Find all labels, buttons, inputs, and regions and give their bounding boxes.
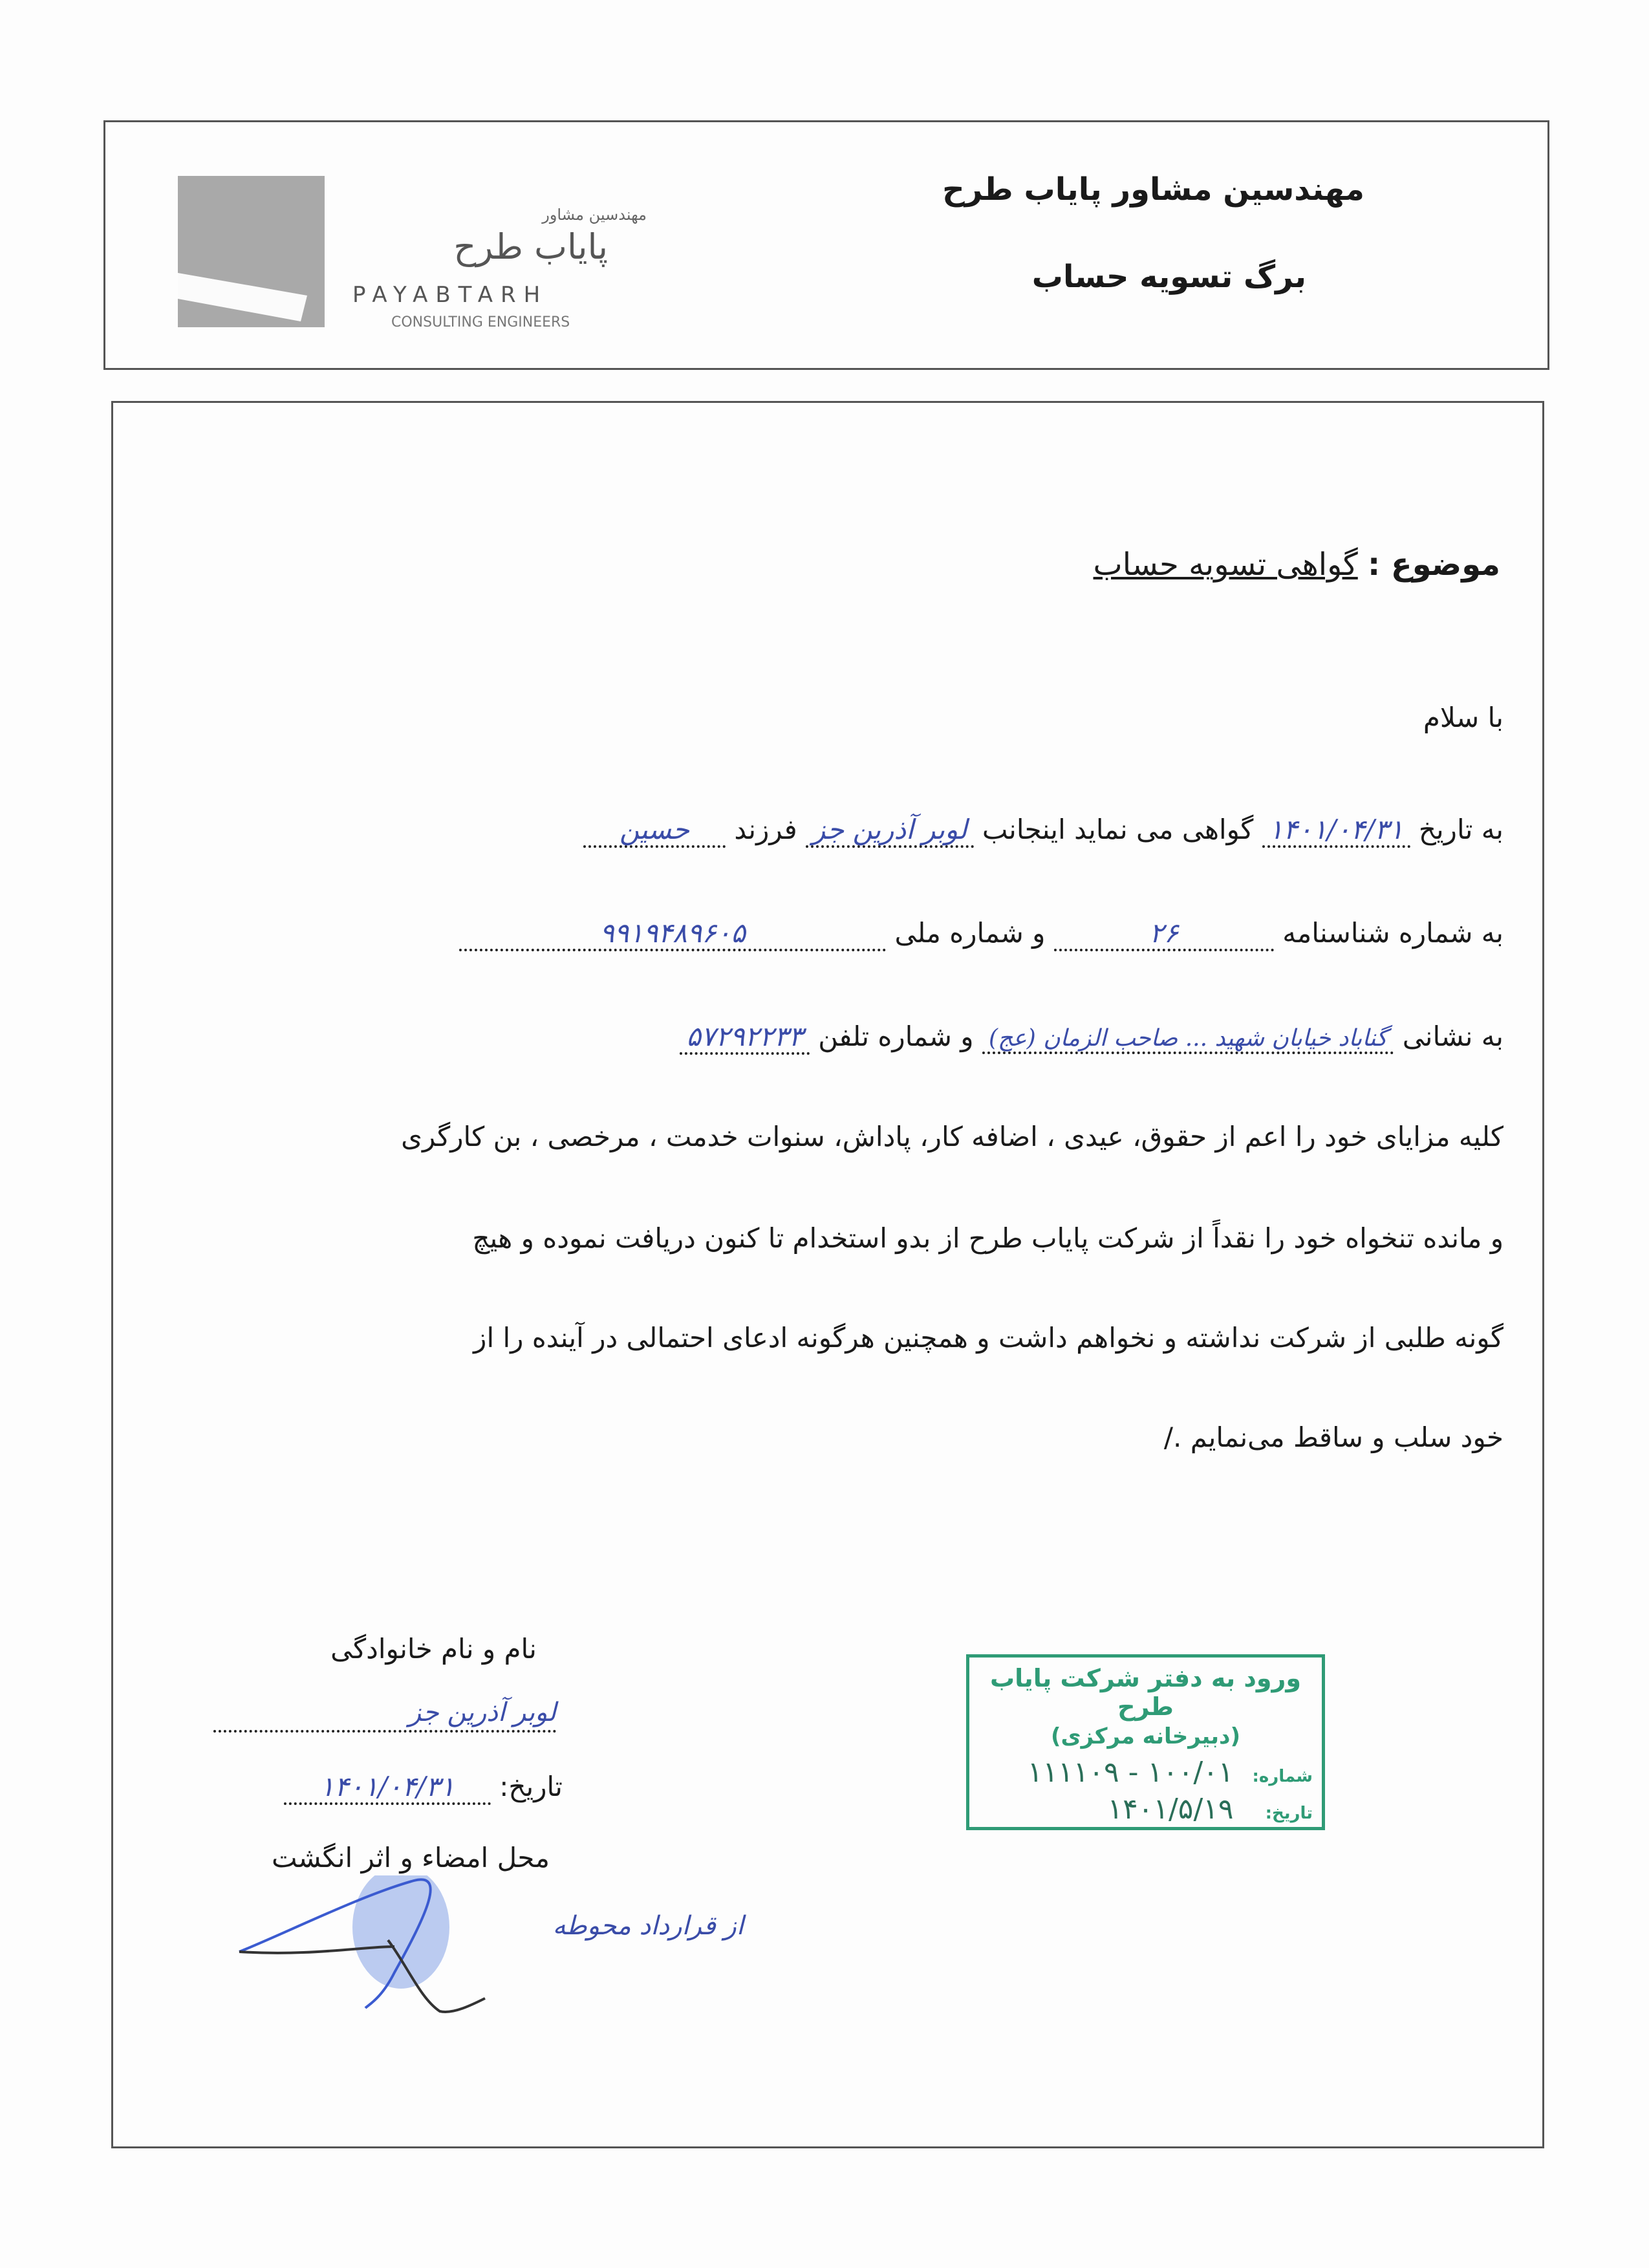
handwritten-name: لوبر آذرین جز <box>806 814 974 848</box>
logo-en-name: PAYABTARH <box>352 282 548 308</box>
handwritten-date: ۱۴۰۱/۰۴/۳۱ <box>1262 814 1410 848</box>
line-ids <box>459 917 1503 951</box>
paragraph-line: و مانده تنخواه خود را نقداً از شرکت پایاب طرح از بدو استخدام تا کنون دریافت نموده و هیچ <box>472 1222 1503 1254</box>
stamp-number-label: شماره: <box>1252 1767 1313 1786</box>
name-label: نام و نام خانوادگی <box>330 1633 537 1665</box>
label-certify: گواهی می نماید اینجانب <box>982 814 1254 845</box>
handwritten-father-name: حسین <box>583 814 726 848</box>
stamp-date-label: تاریخ: <box>1265 1804 1313 1823</box>
logo-fa-name: پایاب طرح <box>453 226 608 267</box>
handwritten-date-value: ۱۴۰۱/۰۴/۳۱ <box>284 1771 491 1805</box>
handwritten-name-value: لوبر آذرین جز <box>213 1698 556 1733</box>
label-child-of: فرزند <box>734 814 797 845</box>
handwritten-address: گناباد خیابان شهید ... صاحب الزمان (عج) <box>982 1025 1394 1054</box>
paragraph-line: خود سلب و ساقط می‌نمایم ./ <box>1163 1421 1503 1453</box>
stamp-subtitle: (دبیرخانه مرکزی) <box>1050 1723 1241 1749</box>
label-date: به تاریخ <box>1418 814 1503 845</box>
label-id-number: به شماره شناسنامه <box>1282 917 1503 949</box>
logo-en-sub: CONSULTING ENGINEERS <box>391 314 570 330</box>
date-label: تاریخ: <box>499 1771 563 1802</box>
signature-label: محل امضاء و اثر انگشت <box>271 1842 550 1874</box>
handwritten-id-number: ۲۶ <box>1054 917 1274 951</box>
stamp-number-value: ۱۰۰/۰۱ - ۱۱۱۱۰۹ <box>1027 1756 1234 1789</box>
paragraph-line: کلیه مزایای خود را اعم از حقوق، عیدی ، اضافه کار، پاداش، سنوات خدمت ، مرخصی ، بن کارگری <box>401 1121 1503 1152</box>
subject-value: گواهی تسویه حساب <box>1093 546 1358 583</box>
form-title: برگ تسویه حساب <box>1031 259 1306 295</box>
line-date-name <box>583 814 1503 848</box>
logo-fa-small: مهندسین مشاور <box>542 206 647 224</box>
handwritten-note: از قرارداد محوطه <box>552 1911 744 1941</box>
label-address: به نشانی <box>1402 1021 1503 1052</box>
line-address <box>680 1021 1503 1055</box>
subject-line <box>1094 546 1500 583</box>
label-phone: و شماره تلفن <box>818 1021 974 1052</box>
greeting: با سلام <box>1423 702 1503 733</box>
paragraph-line: گونه طلبی از شرکت نداشته و نخواهم داشت و همچنین هرگونه ادعای احتمالی در آینده را از <box>473 1322 1503 1354</box>
logo-mark <box>178 176 325 327</box>
signature-fingerprint-icon <box>233 1875 517 2024</box>
stamp-title: ورود به دفتر شرکت پایاب طرح <box>990 1664 1301 1721</box>
stamp-date-value: ۱۴۰۱/۵/۱۹ <box>1107 1793 1234 1826</box>
handwritten-phone: ۵۷۲۹۲۲۳۳ <box>680 1021 809 1055</box>
date-line <box>284 1771 563 1805</box>
registry-stamp <box>966 1654 1325 1830</box>
logo-swoosh-icon <box>178 176 325 327</box>
company-name: مهندسین مشاور پایاب طرح <box>942 171 1364 208</box>
subject-label: موضوع : <box>1368 546 1500 583</box>
handwritten-national-id: ۹۹۱۹۴۸۹۶۰۵ <box>459 917 886 951</box>
label-national-id: و شماره ملی <box>894 917 1046 949</box>
